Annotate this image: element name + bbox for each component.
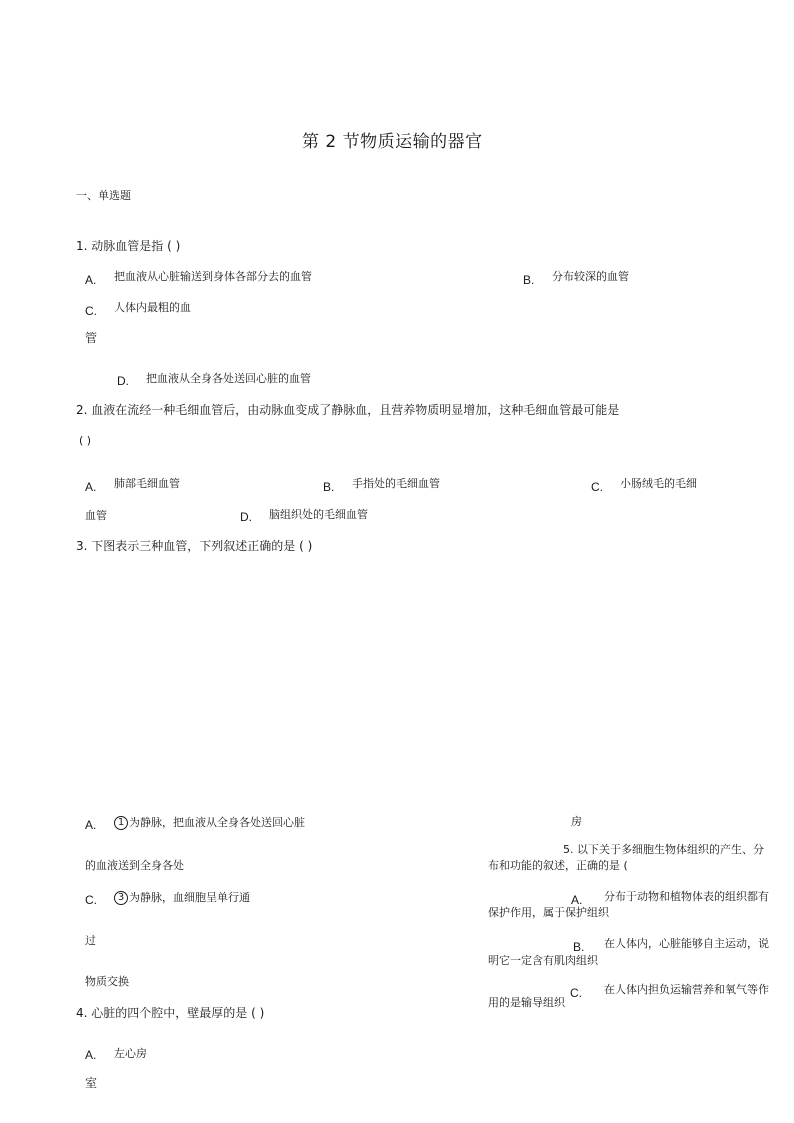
q3-option-c-continuation-1: 过	[85, 934, 96, 947]
q2-option-b-label: B.	[323, 480, 335, 494]
q1-option-a-text: 把血液从心脏输送到身体各部分去的血管	[114, 270, 312, 283]
q5-stem-line-2: 布和功能的叙述，正确的是 (	[488, 859, 628, 872]
q1-option-b-label: B.	[523, 273, 535, 287]
q4-continuation: 室	[85, 1076, 98, 1090]
page-title: 第 2 节物质运输的器官	[302, 132, 483, 152]
q5-option-a-continuation: 保护作用，属于保护组织	[488, 906, 609, 919]
q2-paren: ( )	[79, 434, 92, 447]
circled-number-3: 3	[114, 891, 128, 905]
q3-option-c-text: 3 为静脉，血细胞呈单行通	[114, 891, 250, 905]
q5-option-a-label: A.	[571, 893, 583, 907]
q5-stem-line-1: 5. 以下关于多细胞生物体组织的产生、分	[563, 843, 764, 856]
q1-option-c-continuation: 管	[85, 331, 98, 345]
q4-option-a-label: A.	[85, 1048, 97, 1062]
q5-option-a-text: 分布于动物和植物体表的组织都有	[604, 890, 769, 903]
q3-option-a-label: A.	[85, 818, 97, 832]
q2-option-c-text: 小肠绒毛的毛细	[620, 477, 697, 490]
q3-option-a-text: 1 为静脉，把血液从全身各处送回心脏	[114, 816, 305, 830]
q5-option-c-text: 在人体内担负运输营养和氧气等作	[604, 983, 769, 996]
q3-option-c-label: C.	[85, 893, 97, 907]
q5-option-c-label: C.	[570, 986, 582, 1000]
q2-option-c-continuation: 血管	[85, 509, 107, 522]
q5-option-b-text: 在人体内，心脏能够自主运动，说	[604, 937, 769, 950]
q1-option-b-text: 分布较深的血管	[552, 270, 629, 283]
circled-number-1: 1	[114, 816, 128, 830]
q2-stem: 2. 血液在流经一种毛细血管后，由动脉血变成了静脉血，且营养物质明显增加，这种毛细血管最可能是	[76, 403, 620, 417]
q3-fragment: 的血液送到全身各处	[85, 859, 184, 872]
section-heading: 一、单选题	[76, 189, 131, 202]
q2-option-b-text: 手指处的毛细血管	[352, 477, 440, 490]
q3-option-a-continuation: 房	[571, 815, 582, 828]
q1-option-c-text: 人体内最粗的血	[114, 301, 191, 314]
q2-option-d-text: 脑组织处的毛细血管	[269, 508, 368, 521]
q5-option-b-continuation: 明它一定含有肌肉组织	[488, 954, 598, 967]
q4-option-a-text: 左心房	[114, 1047, 147, 1060]
q1-option-c-label: C.	[85, 304, 97, 318]
q2-option-d-label: D.	[240, 510, 252, 524]
q2-option-a-label: A.	[85, 480, 97, 494]
q1-option-d-label: D.	[117, 374, 129, 388]
q2-option-a-text: 肺部毛细血管	[114, 477, 180, 490]
q5-option-c-continuation: 用的是输导组织	[488, 996, 565, 1009]
q3-stem: 3. 下图表示三种血管，下列叙述正确的是 ( )	[76, 539, 313, 553]
q5-option-b-label: B.	[573, 940, 585, 954]
q4-stem: 4. 心脏的四个腔中，壁最厚的是 ( )	[76, 1006, 265, 1020]
q1-option-d-text: 把血液从全身各处送回心脏的血管	[146, 372, 311, 385]
q3-option-c-continuation-2: 物质交换	[85, 975, 129, 988]
q1-stem: 1. 动脉血管是指 ( )	[76, 239, 181, 253]
q1-option-a-label: A.	[85, 273, 97, 287]
q2-option-c-label: C.	[591, 480, 603, 494]
